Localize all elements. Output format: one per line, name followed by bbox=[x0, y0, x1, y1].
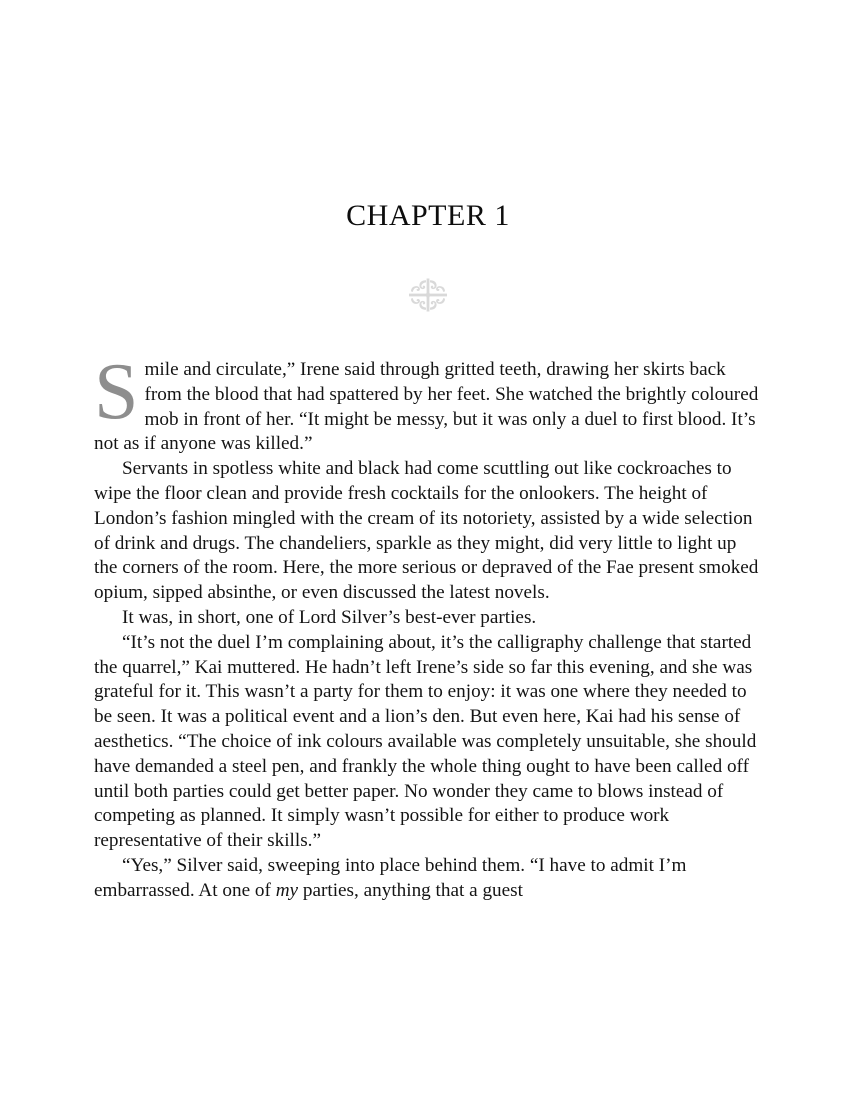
paragraph-5-emphasis: my bbox=[275, 879, 299, 901]
page-title: CHAPTER 1 bbox=[346, 199, 510, 232]
paragraph-4: “It’s not the duel I’m complaining about, it’s the calligraphy challenge that started the quarrel,” Kai muttered. He hadn’t left Irene’s side so far this evening, and she was grateful for it. This wasn’t a party for them to enjoy: it was one where they needed to be seen. It was a political event and a lion’s den. But even here, Kai had his sense of aesthetics. “The choice of ink colours available was completely unsuitable, she should have demanded a steel pen, and frankly the whole thing ought to have been called off until both parties could get better paper. No wonder they came to blows instead of competing as planned. It simply wasn’t possible for either to produce work representative of their skills.” bbox=[94, 631, 757, 852]
ornament-container bbox=[0, 278, 856, 312]
paragraph-2: Servants in spotless white and black had come scuttling out like cockroaches to wipe the floor clean and provide fresh cocktails for the onlookers. The height of London’s fashion mingled with the cream of its notoriety, assisted by a wide selection of drink and drugs. The chandeliers, sparkle as they might, did very little to light up the corners of the room. Here, the more serious or depraved of the Fae present smoked opium, sipped absinthe, or even discussed the latest novels. bbox=[94, 458, 759, 604]
paragraph-5-text-after: parties, anything that a guest bbox=[298, 879, 523, 901]
paragraph-1 bbox=[94, 348, 762, 457]
paragraph-5 bbox=[94, 854, 762, 904]
body-text bbox=[94, 348, 762, 904]
paragraph-1-text: mile and circulate,” Irene said through gritted teeth, drawing her skirts back from the blood that had spattered by her feet. She watched the brightly coloured mob in front of her. “It might be messy, but it was only a duel to first blood. It’s not as if anyone was killed.” bbox=[94, 359, 759, 455]
drop-cap: S bbox=[94, 348, 139, 436]
paragraph-5-text-before: “Yes,” Silver said, sweeping into place behind them. “I have to admit I’m embarrassed. At one of bbox=[94, 854, 687, 901]
paragraph-3: It was, in short, one of Lord Silver’s best-ever parties. bbox=[122, 606, 537, 628]
scrollwork-ornament-icon bbox=[408, 278, 448, 312]
